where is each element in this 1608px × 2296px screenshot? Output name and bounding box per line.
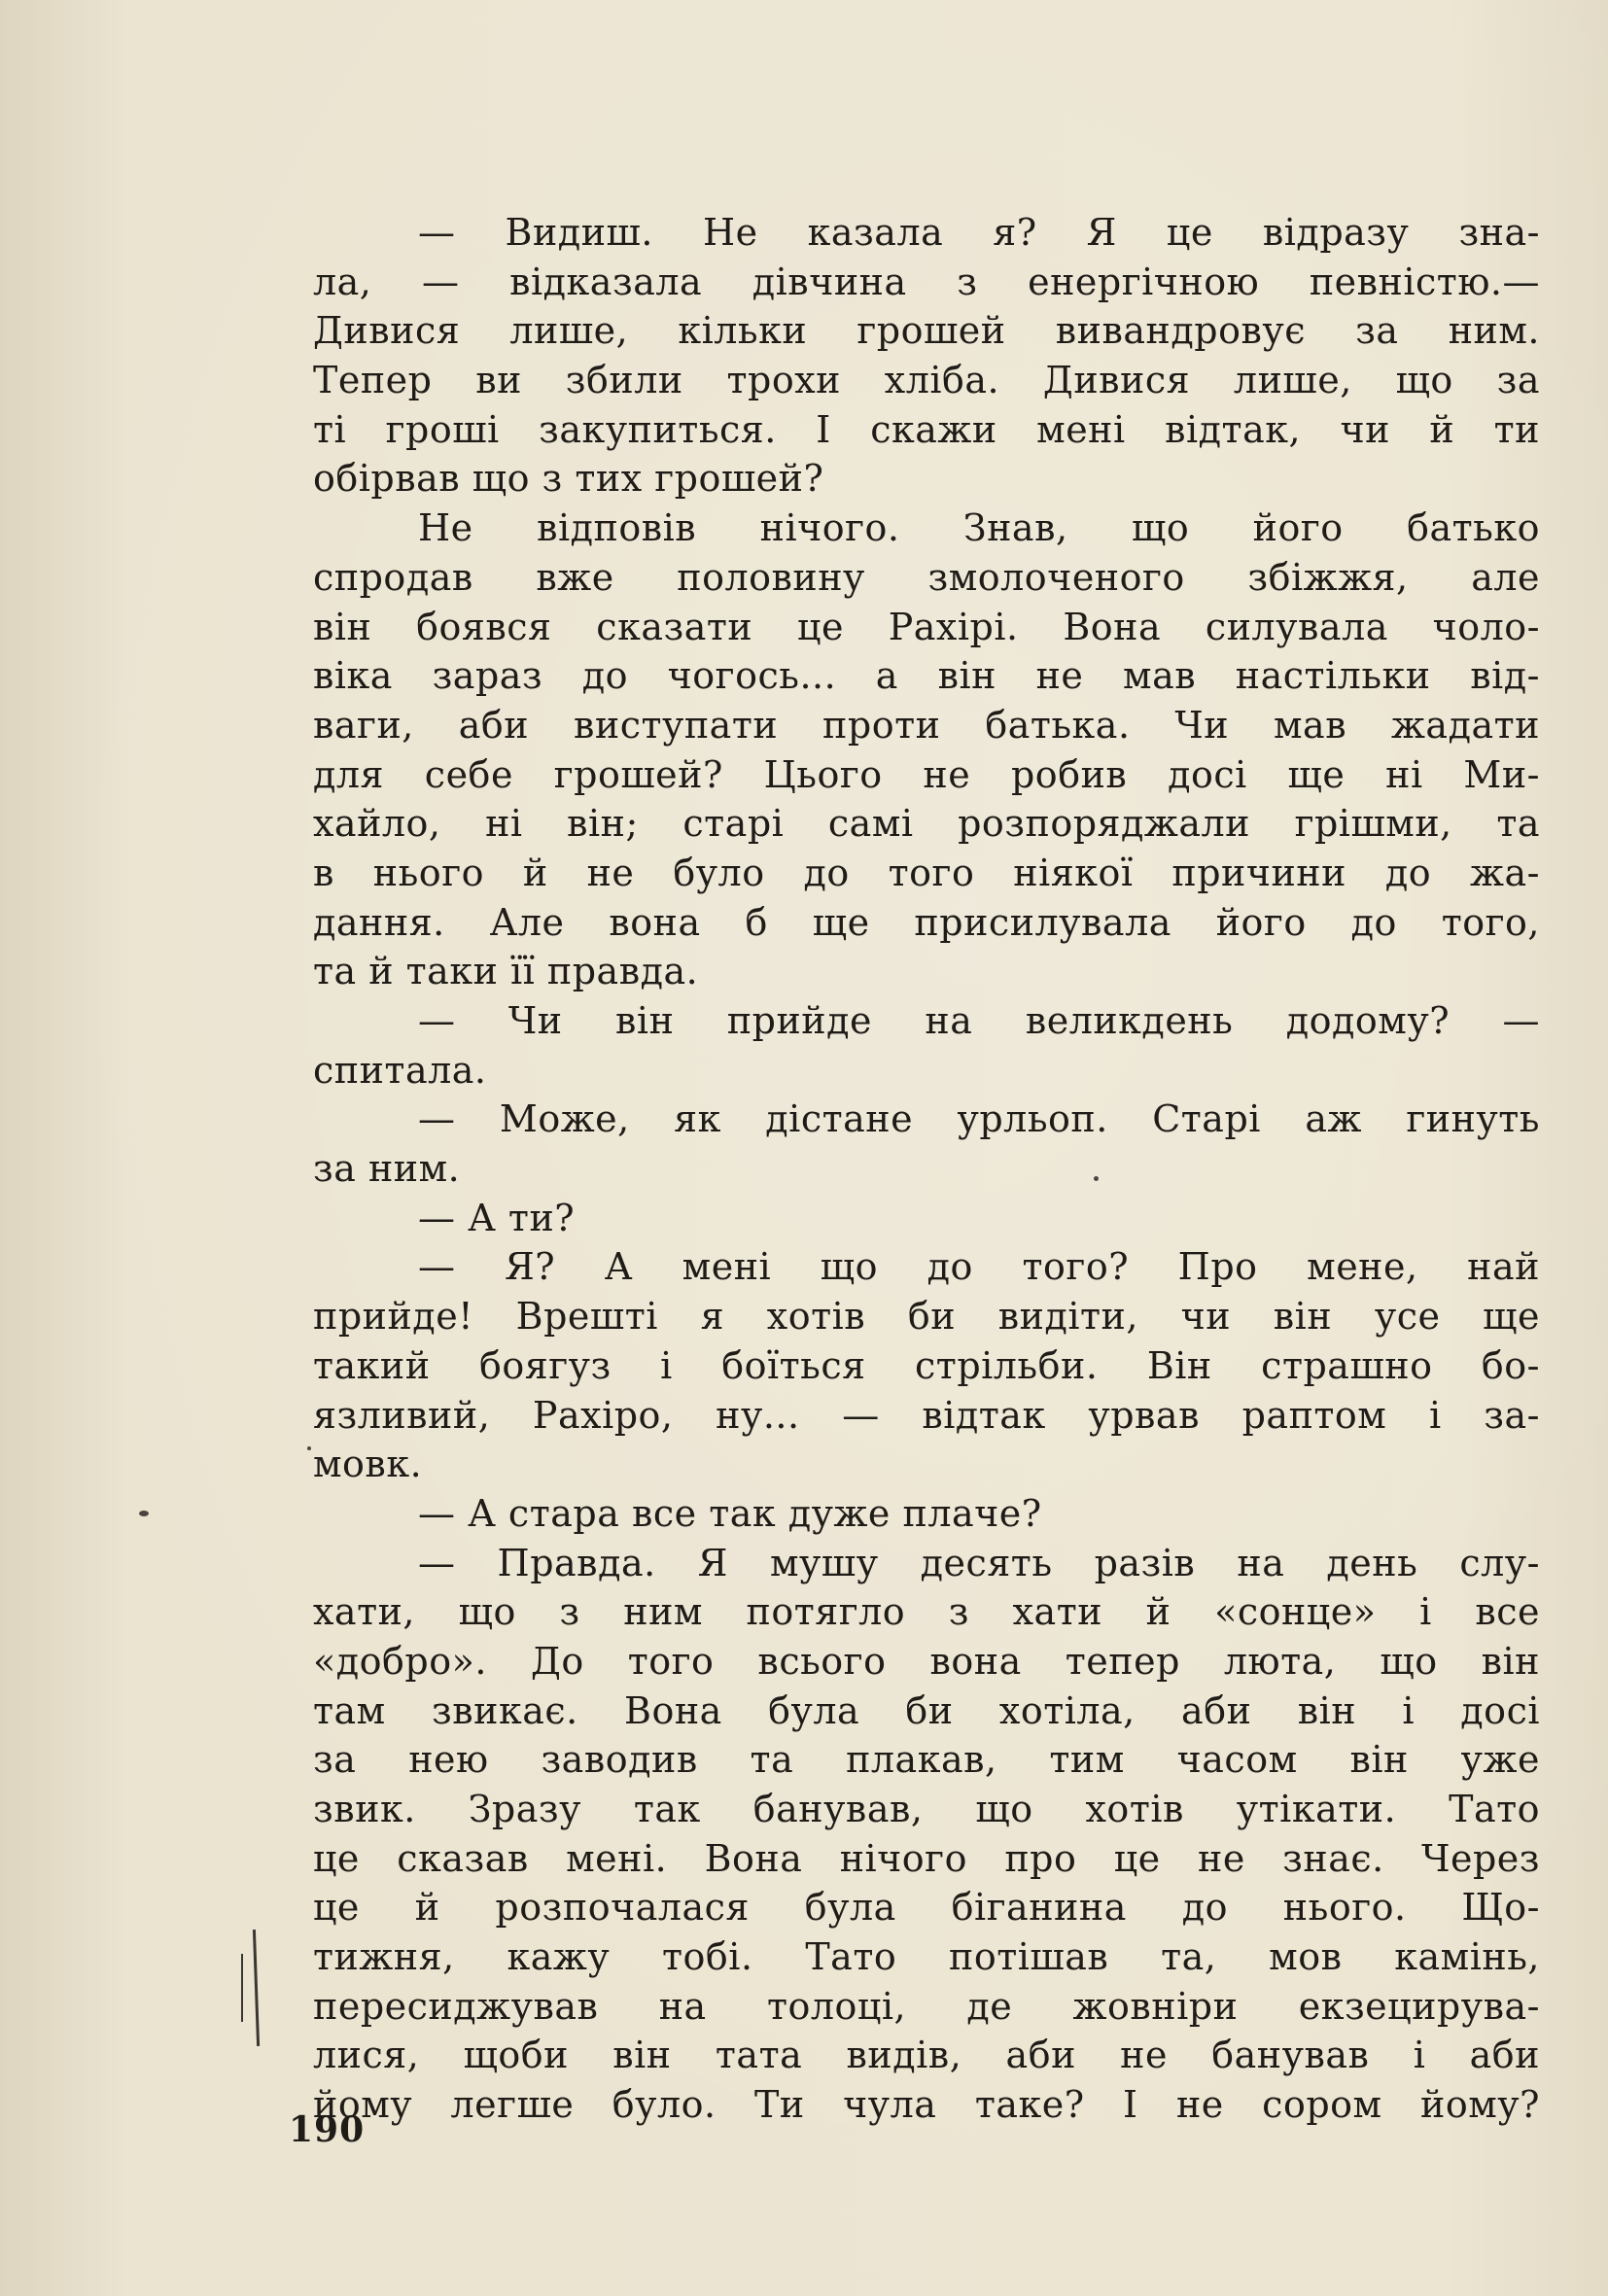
text-line: в нього й не було до того ніякої причини до жа- — [313, 851, 1540, 894]
text-line: йому легше було. Ти чула таке? І не сором йому? — [313, 2083, 1540, 2127]
text-line: хати, що з ним потягло з хати й «сонце» і все — [313, 1590, 1540, 1634]
text-line: він боявся сказати це Рахірі. Вона силувала чоло- — [313, 605, 1540, 648]
text-line: спитала. — [313, 1048, 487, 1092]
text-line: це сказав мені. Вона нічого про це не знає. Через — [313, 1836, 1540, 1880]
text-line: мовк. — [313, 1443, 423, 1486]
text-line: — А ти? — [418, 1196, 576, 1239]
text-line: — Правда. Я мушу десять разів на день слу- — [418, 1541, 1540, 1584]
margin-pencil-mark — [253, 1930, 260, 2046]
text-line: пересиджував на толоці, де жовніри екзецирува- — [313, 1984, 1540, 2028]
text-line: тижня, кажу тобі. Тато потішав та, мов камінь, — [313, 1935, 1540, 1979]
body-text — [313, 208, 1540, 2130]
text-line: та й таки її правда. — [313, 950, 699, 993]
text-line: обірвав що з тих грошей? — [313, 457, 824, 501]
text-line: такий боягуз і боїться стрільби. Він страшно бо- — [313, 1343, 1540, 1387]
text-line: Тепер ви збили трохи хліба. Дивися лише, що за — [313, 359, 1540, 402]
text-line: це й розпочалася була біганина до нього. Що- — [313, 1886, 1540, 1930]
text-line: спродав вже половину змолоченого збіжжя, але — [313, 555, 1540, 599]
scan-speck — [1094, 1176, 1099, 1181]
text-line: язливий, Рахіро, ну... — відтак урвав раптом і за- — [313, 1393, 1540, 1437]
text-line: звик. Зразу так банував, що хотів утікати. Тато — [313, 1788, 1540, 1830]
text-line: хайло, ні він; старі самі розпоряджали грішми, та — [313, 802, 1540, 846]
text-line: ла, — відказала дівчина з енергічною певністю.— — [313, 260, 1540, 303]
text-line: — Видиш. Не казала я? Я це відразу зна- — [418, 211, 1540, 254]
text-line: віка зараз до чогось... а він не мав настільки від- — [313, 654, 1540, 698]
margin-pencil-mark — [241, 1954, 243, 2022]
text-line: — Може, як дістане урльоп. Старі аж гинуть — [418, 1097, 1540, 1141]
text-line: за ним. — [313, 1147, 461, 1191]
text-line: Не відповів нічого. Знав, що його батько — [418, 506, 1540, 550]
page-number: 190 — [289, 2109, 366, 2150]
scan-speck — [139, 1511, 149, 1516]
text-line: ваги, аби виступати проти батька. Чи мав жадати — [313, 703, 1540, 747]
text-line: Дивися лише, кільки грошей вивандровує за ним. — [313, 309, 1540, 353]
text-line: прийде! Врешті я хотів би видіти, чи він усе ще — [313, 1295, 1540, 1339]
text-line: ті гроші закупиться. І скажи мені відтак, чи й ти — [313, 407, 1540, 451]
text-line: «добро». До того всього вона тепер люта, що він — [313, 1639, 1540, 1683]
text-line: — А стара все так дуже плаче? — [418, 1491, 1042, 1535]
text-line: дання. Але вона б ще присилувала його до того, — [313, 900, 1540, 944]
scan-speck — [307, 1446, 311, 1450]
text-line: лися, щоби він тата видів, аби не банував і аби — [313, 2034, 1540, 2077]
text-line: там звикає. Вона була би хотіла, аби він і досі — [313, 1688, 1540, 1732]
text-line: — Я? А мені що до того? Про мене, най — [418, 1245, 1540, 1289]
text-line: для себе грошей? Цього не робив досі ще ні Ми- — [313, 752, 1540, 796]
text-line: за нею заводив та плакав, тим часом він уже — [313, 1738, 1540, 1782]
text-line: — Чи він прийде на великдень додому? — — [418, 999, 1540, 1042]
